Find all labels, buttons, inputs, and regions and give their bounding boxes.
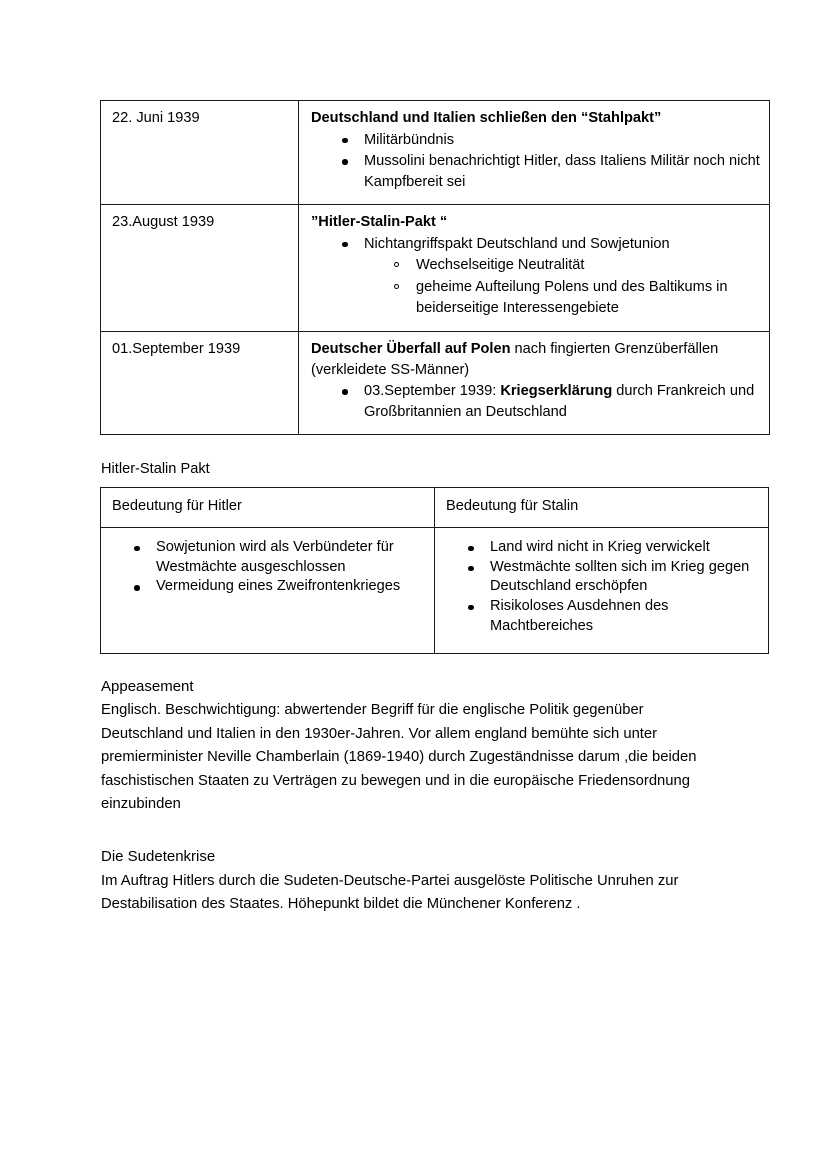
document-page xyxy=(100,0,760,917)
timeline-date-cell xyxy=(101,101,299,205)
pact-comparison-table xyxy=(100,487,769,654)
list-item: Militärbündnis xyxy=(342,130,760,151)
stalin-points-cell xyxy=(435,527,769,653)
list-item-text: Nichtangriffspakt Deutschland und Sowjetunion xyxy=(364,235,670,252)
list-item-prefix: 03.September 1939: xyxy=(364,383,501,400)
sudetenkrise-title: Die Sudetenkrise xyxy=(101,848,216,866)
column-header-hitler: Bedeutung für Hitler xyxy=(101,487,435,527)
timeline-detail-cell xyxy=(299,101,770,205)
bullet-list xyxy=(440,538,763,636)
list-item xyxy=(342,381,760,422)
sub-list-item: Wechselseitige Neutralität xyxy=(394,255,760,276)
bullet-list xyxy=(311,130,760,193)
appeasement-title: Appeasement xyxy=(101,677,194,695)
sudetenkrise-body: Im Auftrag Hitlers durch die Sudeten-Deutsche-Partei ausgelöste Politische Unruhen zur Destabilisation des Staates. Höhepunkt bildet die Münchener Konferenz . xyxy=(101,872,679,913)
list-item: Sowjetunion wird als Verbündeter für Westmächte ausgeschlossen xyxy=(134,538,429,577)
bullet-list xyxy=(106,538,429,597)
bullet-list xyxy=(311,234,760,319)
column-header-stalin: Bedeutung für Stalin xyxy=(435,487,769,527)
timeline-heading-rest: nach fingierten Grenzüberfällen (verkleidete SS-Männer) xyxy=(311,340,719,378)
bullet-list xyxy=(311,381,760,422)
appeasement-section xyxy=(100,676,726,816)
timeline-heading-bold: Deutscher Überfall auf Polen xyxy=(311,340,511,357)
appeasement-body: Englisch. Beschwichtigung: abwertender Begriff für die englische Politik gegenüber Deutschland und Italien in den 1930er-Jahren. Vor allem england bemühte sich unter premierminister Neville Chamberlain (1869-1940) durch Zugeständnisse darum ,die beiden faschistischen Staaten zu Verträgen zu bewegen und in die europäische Friedensordnung einzubinden xyxy=(101,702,697,812)
timeline-date-cell xyxy=(101,204,299,331)
hitler-points-cell xyxy=(101,527,435,653)
timeline-heading xyxy=(311,339,760,380)
table-row xyxy=(101,331,770,434)
list-item: Risikoloses Ausdehnen des Machtbereiches xyxy=(468,597,763,636)
sub-bullet-list xyxy=(364,255,760,318)
timeline-heading: ”Hitler-Stalin-Pakt “ xyxy=(311,213,448,230)
pact-caption: Hitler-Stalin Pakt xyxy=(101,460,210,477)
table-row xyxy=(101,204,770,331)
list-item-suffix: durch Frankreich und Großbritannien an Deutschland xyxy=(364,383,755,421)
list-item-bold: Kriegserklärung xyxy=(500,383,613,400)
table-row xyxy=(101,527,769,653)
sudetenkrise-section xyxy=(100,846,726,916)
list-item: Land wird nicht in Krieg verwickelt xyxy=(468,538,763,558)
list-item: Mussolini benachrichtigt Hitler, dass Italiens Militär noch nicht Kampfbereit sei xyxy=(342,151,760,192)
table-header-row xyxy=(101,487,769,527)
list-item: Westmächte sollten sich im Krieg gegen Deutschland erschöpfen xyxy=(468,558,763,597)
sub-list-item: geheime Aufteilung Polens und des Baltikums in beiderseitige Interessengebiete xyxy=(394,277,760,318)
timeline-date: 01.September 1939 xyxy=(112,340,241,357)
timeline-date: 22. Juni 1939 xyxy=(112,110,200,126)
timeline-date-cell xyxy=(101,331,299,434)
table-row xyxy=(101,101,770,205)
timeline-date: 23.August 1939 xyxy=(112,213,215,230)
list-item xyxy=(342,234,760,319)
timeline-heading: Deutschland und Italien schließen den “Stahlpakt” xyxy=(311,110,662,126)
list-item: Vermeidung eines Zweifrontenkrieges xyxy=(134,577,429,597)
timeline-detail-cell xyxy=(299,331,770,434)
timeline-table xyxy=(100,100,770,435)
timeline-detail-cell xyxy=(299,204,770,331)
